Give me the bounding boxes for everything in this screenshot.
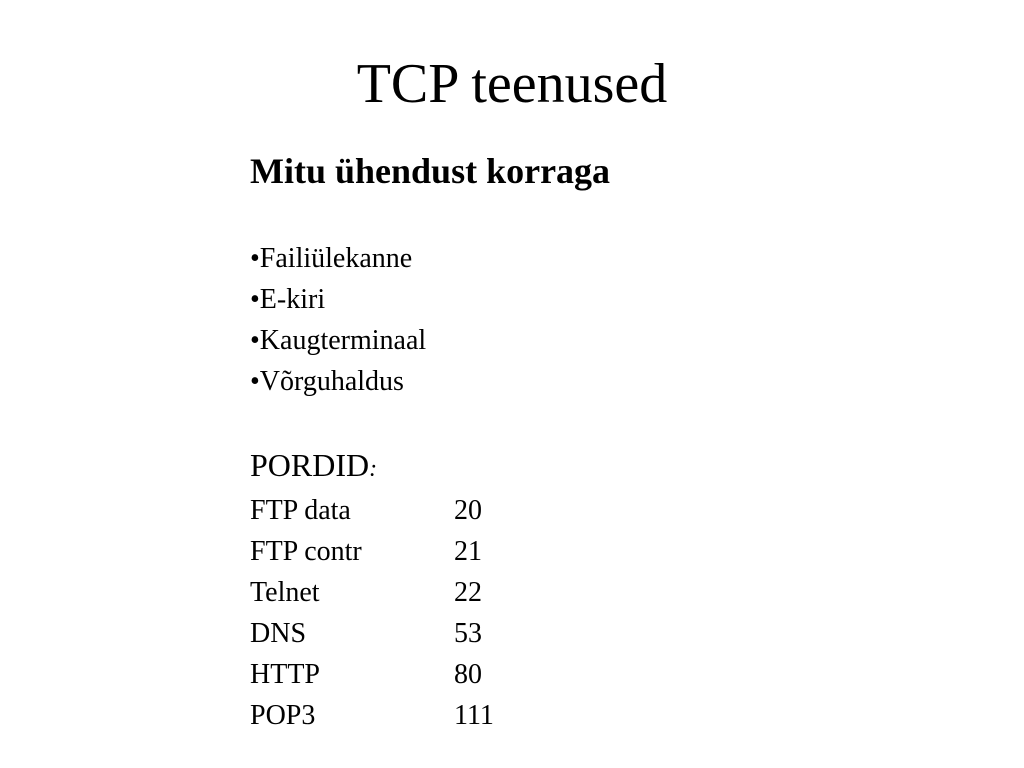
table-row — [250, 531, 850, 572]
list-item: •Võrguhaldus — [250, 366, 404, 397]
port-name: HTTP — [250, 659, 320, 690]
list-item: •Failiülekanne — [250, 243, 413, 274]
table-row — [250, 654, 850, 695]
slide-title: TCP teenused — [356, 53, 668, 115]
slide-subtitle: Mitu ühendust korraga — [250, 151, 611, 191]
ports-heading-colon: : — [369, 456, 378, 482]
table-row — [250, 613, 850, 654]
port-name: Telnet — [250, 577, 320, 608]
list-item: •Kaugterminaal — [250, 325, 427, 356]
services-list — [250, 238, 850, 402]
slide-content — [250, 148, 850, 736]
port-number: 21 — [454, 536, 482, 567]
ports-heading-label: PORDID — [250, 447, 370, 483]
list-item: •E-kiri — [250, 284, 326, 315]
port-number: 80 — [454, 659, 482, 690]
port-name: FTP data — [250, 495, 351, 526]
port-number: 20 — [454, 495, 482, 526]
port-name: POP3 — [250, 700, 316, 731]
ports-table — [250, 490, 850, 736]
table-row — [250, 695, 850, 736]
ports-heading — [250, 444, 850, 490]
port-name: DNS — [250, 618, 307, 649]
table-row — [250, 572, 850, 613]
port-name: FTP contr — [250, 536, 362, 567]
port-number: 111 — [454, 700, 494, 731]
port-number: 53 — [454, 618, 482, 649]
port-number: 22 — [454, 577, 482, 608]
table-row — [250, 490, 850, 531]
